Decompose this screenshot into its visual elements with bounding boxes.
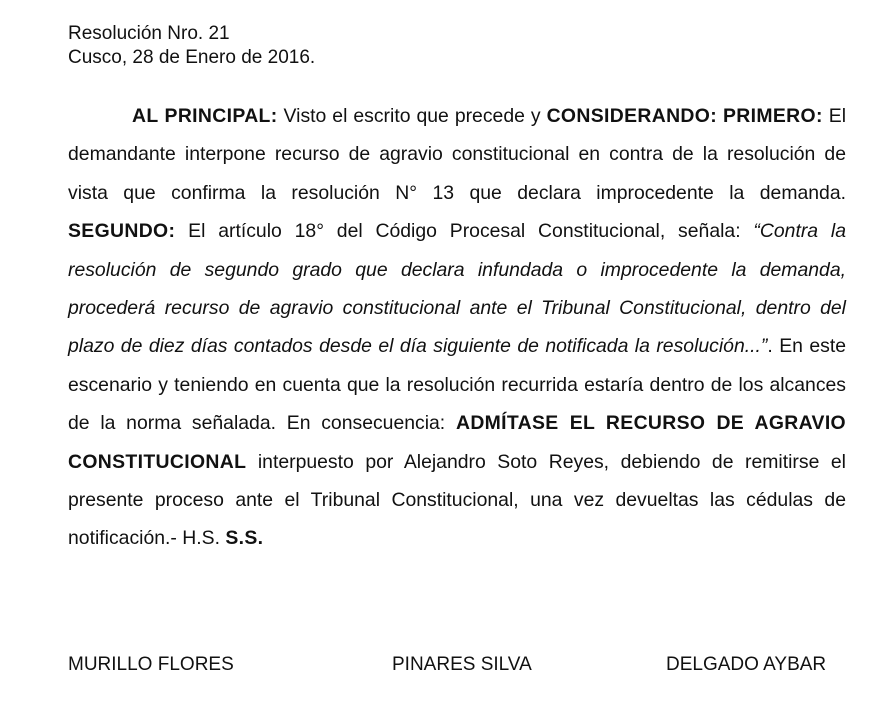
resolution-paragraph [68,97,846,558]
segundo-heading: SEGUNDO: [68,220,176,243]
body-text-3: El demandante interpone recurso de agravio constitucional en contra de la resolución de vista que confirma la resolución N° 13 que declara improcedente la demanda. [68,105,847,204]
considerando-heading: CONSIDERANDO: [546,105,718,127]
ss-abbreviation: S.S. [225,527,264,550]
body-text-5: . En este escenario y teniendo en cuenta que la resolución recurrida estaría dentro de los alcances de la norma señalada. En consecuencia: [68,335,847,435]
body-text-1: Visto el escrito que precede y [277,105,547,127]
signature-murillo-flores: MURILLO FLORES [68,654,234,675]
admitase-ruling: ADMÍTASE EL RECURSO DE AGRAVIO CONSTITUCIONAL [68,412,846,473]
resolution-number: Resolución Nro. 21 [68,23,230,44]
article-quote: “Contra la resolución de segundo grado que declara infundada o improcedente la demanda, procederá recurso de agravio constitucional ante el Tribunal Constitucional, dentro del plazo de diez días contados desde el día siguiente de notificada la resolución...” [68,220,847,358]
signature-delgado-aybar: DELGADO AYBAR [666,654,827,675]
place-date: Cusco, 28 de Enero de 2016. [68,47,316,68]
body-text-4: El artículo 18° del Código Procesal Constitucional, señala: [175,220,754,243]
signature-pinares-silva: PINARES SILVA [392,654,532,675]
document-header [68,22,315,70]
body-text-6: interpuesto por Alejandro Soto Reyes, debiendo de remitirse el presente proceso ante el Tribunal Constitucional, una vez devueltas las cédulas de notificación.- H.S. [68,450,846,550]
al-principal-heading: AL PRINCIPAL: [132,105,278,127]
resolution-body [68,97,846,558]
primero-heading: PRIMERO: [723,105,823,127]
